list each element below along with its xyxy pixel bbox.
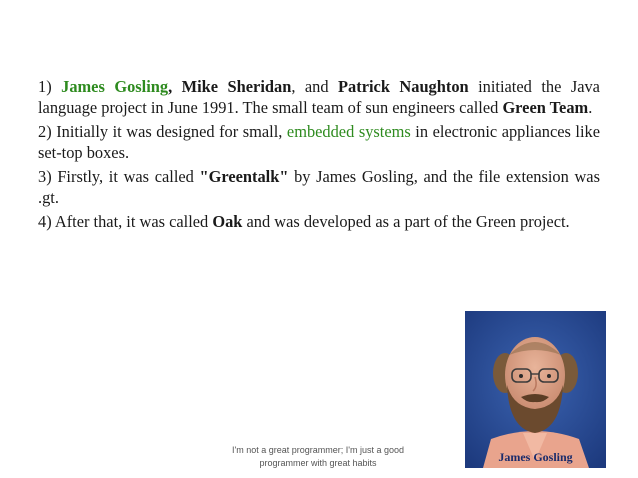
- point-2-number: 2): [38, 122, 52, 141]
- point-2-text-a: Initially it was designed for small,: [56, 122, 283, 141]
- point-3: [38, 166, 600, 208]
- point-4-number: 4): [38, 212, 52, 231]
- point-2-text-b: in electronic appliances like set-top boxes.: [38, 122, 600, 162]
- name-james-gosling: James Gosling: [61, 77, 169, 96]
- point-1-text: initiated the Java language project in June 1991. The small team of sun engineers called: [38, 77, 600, 117]
- name-mike-sheridan: Mike Sheridan: [181, 77, 292, 96]
- history-points: [38, 76, 600, 235]
- point-4-text-a: After that, it was called: [54, 212, 209, 231]
- point-4-text-b: and was developed as a part of the Green project.: [246, 212, 570, 231]
- term-green-team: Green Team: [502, 98, 589, 117]
- portrait-photo: [465, 311, 606, 468]
- name-patrick-naughton: Patrick Naughton: [338, 77, 469, 96]
- point-2: [38, 121, 600, 163]
- point-1: [38, 76, 600, 118]
- term-greentalk: "Greentalk": [199, 167, 289, 186]
- point-1-end: .: [588, 98, 593, 117]
- quote-line-2: programmer with great habits: [259, 457, 377, 468]
- point-3-text-a: Firstly, it was called: [57, 167, 194, 186]
- term-embedded-systems: embedded systems: [286, 122, 411, 141]
- point-3-number: 3): [38, 167, 52, 186]
- portrait-caption: James Gosling: [498, 450, 573, 464]
- point-1-number: 1): [38, 77, 52, 96]
- point-1-sep2: , and: [291, 77, 329, 96]
- quote-line-1: I'm not a great programmer; I'm just a good: [231, 445, 404, 455]
- term-oak: Oak: [212, 212, 243, 231]
- portrait-illustration: [465, 311, 606, 468]
- point-4: [38, 211, 600, 232]
- point-1-sep1: ,: [168, 77, 173, 96]
- quote: [212, 444, 424, 469]
- point-3-text-b: by James Gosling, and the file extension was .gt.: [38, 167, 600, 207]
